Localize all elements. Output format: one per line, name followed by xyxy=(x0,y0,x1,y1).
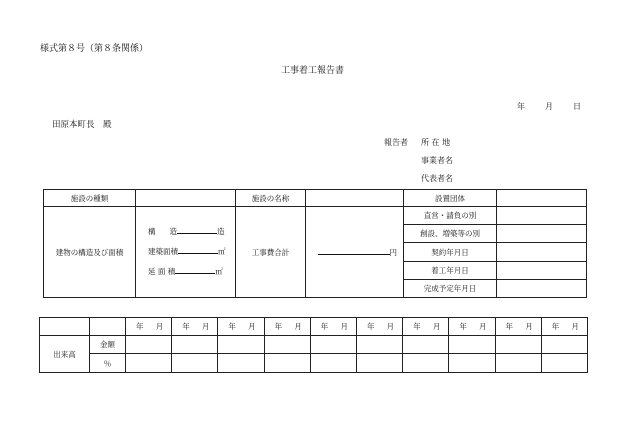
amount-cell-3[interactable] xyxy=(264,336,310,354)
structure-b: 造 xyxy=(169,227,177,237)
period-month: 月 xyxy=(340,322,348,331)
floor-area-field[interactable] xyxy=(175,273,215,274)
period-date xyxy=(403,321,448,332)
period-month: 月 xyxy=(201,322,210,331)
period-date xyxy=(496,321,541,332)
period-date xyxy=(218,321,263,332)
period-header-0[interactable] xyxy=(126,318,172,336)
structure-a: 構 xyxy=(148,227,156,237)
period-header-7[interactable] xyxy=(449,318,495,336)
period-month: 月 xyxy=(155,322,164,331)
corner-cell xyxy=(40,318,90,336)
facility-type-label: 施設の種類 xyxy=(44,190,136,207)
percent-cell-3[interactable] xyxy=(264,354,310,373)
period-year: 年 xyxy=(136,322,144,331)
amount-cell-2[interactable] xyxy=(218,336,264,354)
period-month: 月 xyxy=(479,322,487,331)
percent-cell-6[interactable] xyxy=(403,354,449,373)
right-row-value-2[interactable] xyxy=(497,243,587,261)
percent-cell-2[interactable] xyxy=(218,354,264,373)
period-year: 年 xyxy=(320,322,329,331)
period-year: 年 xyxy=(551,322,560,331)
floor-area-label: 延 面 積 xyxy=(148,267,176,277)
facility-type-cell[interactable] xyxy=(136,190,236,207)
percent-cell-7[interactable] xyxy=(449,354,495,373)
facility-name-cell[interactable] xyxy=(306,190,404,207)
percent-cell-4[interactable] xyxy=(310,354,356,373)
business-name-label: 事業者名 xyxy=(421,156,453,165)
building-area-label: 建築面積 xyxy=(148,247,178,257)
reporter-address-label: 所 在 地 xyxy=(421,138,451,147)
period-header-5[interactable] xyxy=(356,318,402,336)
period-year: 年 xyxy=(182,322,190,331)
total-cost-label: 工事費合計 xyxy=(236,207,306,298)
amount-label: 金額 xyxy=(90,336,126,354)
right-row-label-0: 直営・請負の別 xyxy=(404,207,497,225)
percent-cell-5[interactable] xyxy=(356,354,402,373)
right-row-label-3: 着工年月日 xyxy=(404,261,497,279)
date-day: 日 xyxy=(573,102,581,111)
period-month: 月 xyxy=(571,322,579,331)
period-year: 年 xyxy=(228,322,236,331)
right-row-value-0[interactable] xyxy=(497,207,587,225)
structure-area-cell[interactable] xyxy=(136,207,236,298)
period-header-1[interactable] xyxy=(172,318,218,336)
period-year: 年 xyxy=(413,322,421,331)
amount-cell-1[interactable] xyxy=(172,336,218,354)
period-date xyxy=(265,321,310,332)
yen-unit: 円 xyxy=(389,247,397,257)
period-month: 月 xyxy=(294,322,302,331)
structure-area-label: 建物の構造及び面積 xyxy=(44,207,136,298)
percent-label: ％ xyxy=(90,354,126,373)
period-year: 年 xyxy=(274,322,283,331)
period-month: 月 xyxy=(432,322,441,331)
period-date xyxy=(126,321,171,332)
addressee: 田原本町長 殿 xyxy=(52,120,112,130)
period-month: 月 xyxy=(248,322,256,331)
building-area-unit: ㎡ xyxy=(218,247,226,257)
right-row-value-1[interactable] xyxy=(497,225,587,243)
total-cost-field[interactable] xyxy=(318,254,390,255)
corner-cell-2 xyxy=(90,318,126,336)
form-number: 様式第８号（第８条関係） xyxy=(40,44,149,54)
amount-cell-6[interactable] xyxy=(403,336,449,354)
right-row-label-1: 創設、増築等の別 xyxy=(404,225,497,243)
organization-label: 設置団体 xyxy=(404,190,497,207)
right-row-value-4[interactable] xyxy=(497,279,587,297)
period-date xyxy=(172,321,217,332)
period-date xyxy=(449,321,494,332)
amount-cell-9[interactable] xyxy=(541,336,587,354)
period-month: 月 xyxy=(386,322,395,331)
reporter-label: 報告者 xyxy=(384,138,408,147)
percent-cell-1[interactable] xyxy=(172,354,218,373)
period-header-4[interactable] xyxy=(310,318,356,336)
right-row-value-3[interactable] xyxy=(497,261,587,279)
page-title: 工事着工報告書 xyxy=(281,66,345,76)
period-year: 年 xyxy=(459,322,467,331)
period-month: 月 xyxy=(525,322,533,331)
amount-cell-4[interactable] xyxy=(310,336,356,354)
structure-suffix: 造 xyxy=(217,227,225,237)
main-table xyxy=(43,189,587,298)
structure-line xyxy=(148,222,235,242)
total-cost-cell[interactable] xyxy=(306,207,404,298)
amount-cell-8[interactable] xyxy=(495,336,541,354)
progress-table xyxy=(39,317,588,373)
period-date xyxy=(357,321,402,332)
amount-cell-5[interactable] xyxy=(356,336,402,354)
period-header-3[interactable] xyxy=(264,318,310,336)
representative-label: 代表者名 xyxy=(421,174,453,183)
date-month: 月 xyxy=(545,102,553,111)
floor-area-line xyxy=(148,262,235,282)
period-date xyxy=(311,321,356,332)
percent-cell-8[interactable] xyxy=(495,354,541,373)
period-header-6[interactable] xyxy=(403,318,449,336)
period-date xyxy=(542,321,587,332)
facility-name-label: 施設の名称 xyxy=(236,190,306,207)
floor-area-unit: ㎡ xyxy=(215,267,223,277)
percent-cell-9[interactable] xyxy=(541,354,587,373)
amount-cell-0[interactable] xyxy=(126,336,172,354)
percent-cell-0[interactable] xyxy=(126,354,172,373)
period-header-2[interactable] xyxy=(218,318,264,336)
right-row-label-4: 完成予定年月日 xyxy=(404,279,497,297)
date-year: 年 xyxy=(517,102,525,111)
period-year: 年 xyxy=(505,322,513,331)
period-year: 年 xyxy=(366,322,375,331)
period-header-8[interactable] xyxy=(495,318,541,336)
progress-row-label: 出来高 xyxy=(40,336,90,373)
amount-cell-7[interactable] xyxy=(449,336,495,354)
building-area-field[interactable] xyxy=(178,253,218,254)
building-area-line xyxy=(148,242,235,262)
right-row-label-2: 契約年月日 xyxy=(404,243,497,261)
period-header-9[interactable] xyxy=(541,318,587,336)
structure-field[interactable] xyxy=(177,233,217,234)
organization-cell[interactable] xyxy=(497,190,587,207)
